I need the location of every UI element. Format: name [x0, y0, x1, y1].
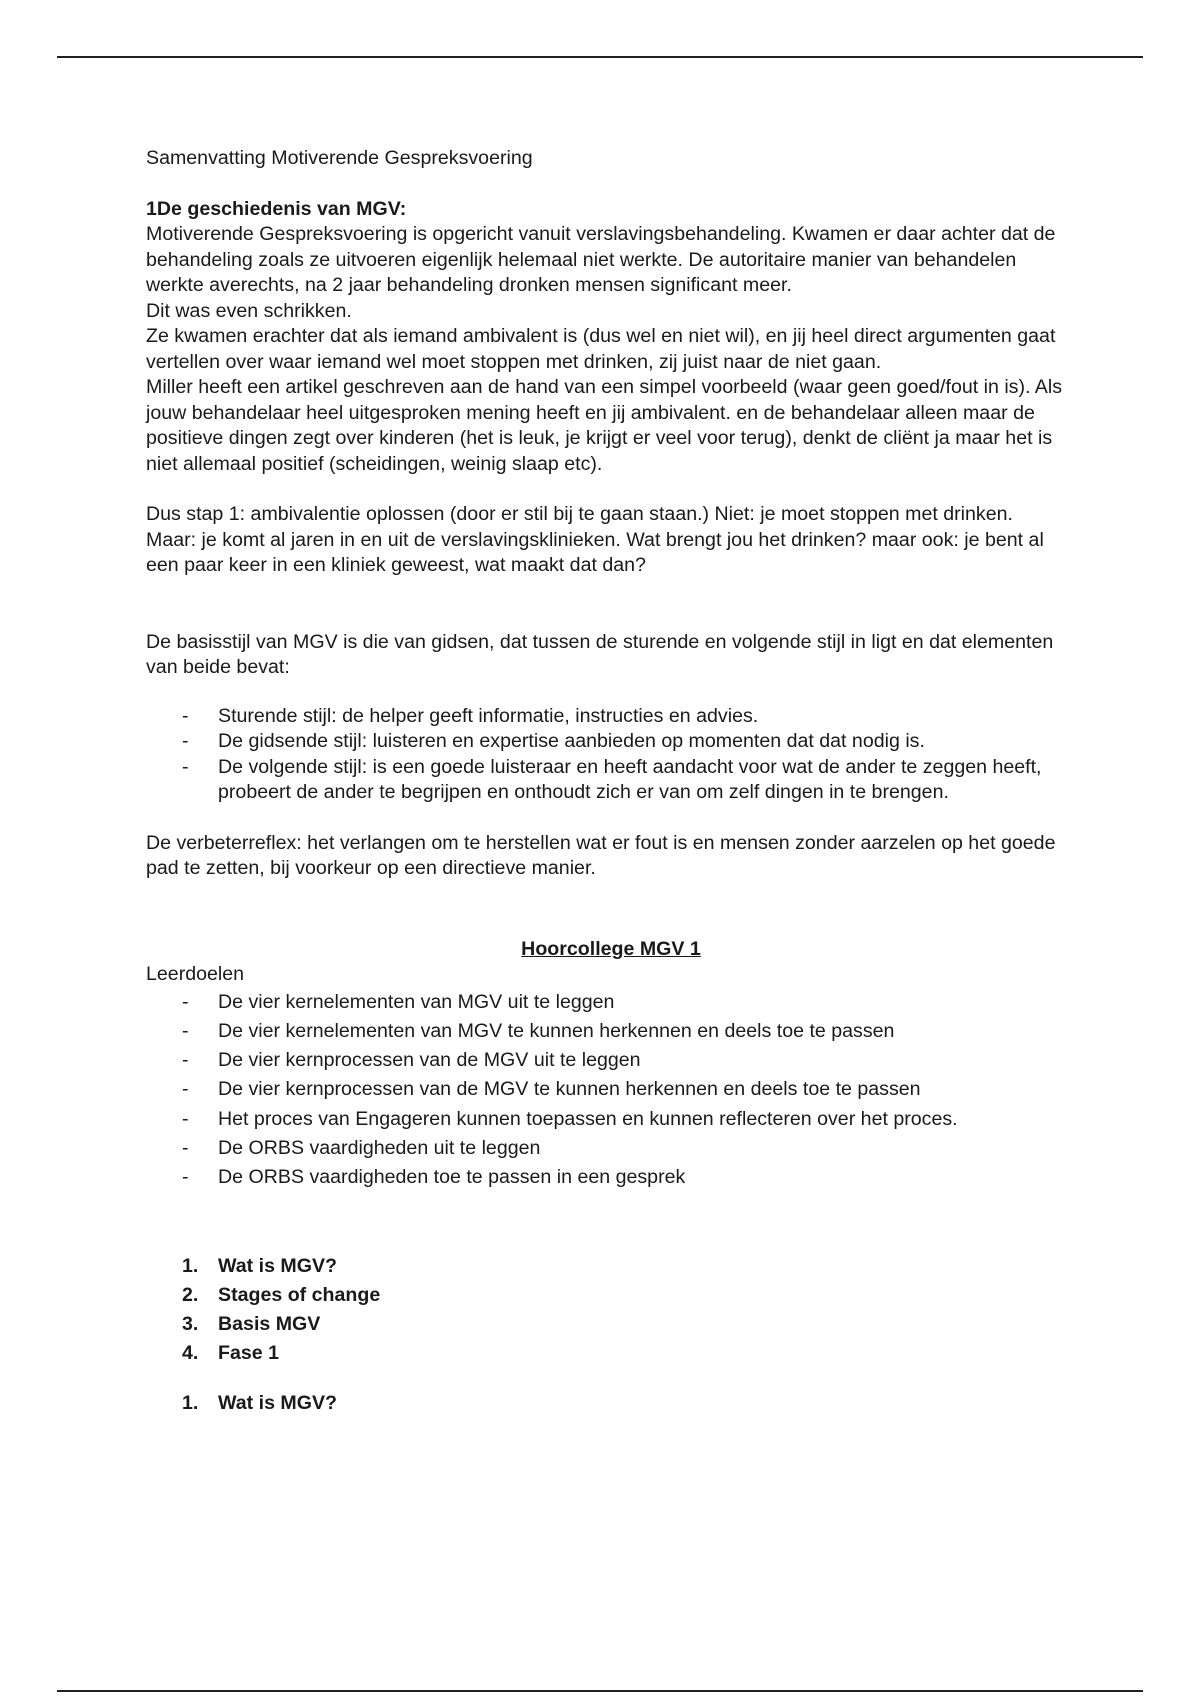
section-heading: 1De geschiedenis van MGV: — [146, 197, 407, 220]
list-item — [146, 1105, 1066, 1134]
paragraph: Miller heeft een artikel geschreven aan de hand van een simpel voorbeeld (waar geen goed/fout in is). Als jouw behandelaar heel uitgesproken mening heeft en jij ambivalent. en de behandelaar alleen maar de positieve dingen zegt over kinderen (het is leuk, je krijgt er veel voor terug), denkt de cliënt ja maar het is niet allemaal positief (scheidingen, weinig slaap etc). — [146, 376, 1063, 475]
list-item-text: De ORBS vaardigheden uit te leggen — [218, 1136, 541, 1159]
toc-label: Stages of change — [218, 1283, 381, 1306]
section-number: 1. — [182, 1391, 199, 1414]
list-item-text: De volgende stijl: is een goede luisteraar en heeft aandacht voor wat de ander te zeggen heeft, probeert de ander te begrijpen en onthoudt zich er van om zelf dingen in te brengen. — [218, 755, 1042, 803]
goals-list — [146, 988, 1066, 1193]
header-rule — [57, 56, 1143, 58]
toc-label: Basis MGV — [218, 1312, 321, 1335]
list-item-text: De gidsende stijl: luisteren en expertise aanbieden op momenten dat dat nodig is. — [218, 730, 925, 752]
list-item-text: De vier kernelementen van MGV te kunnen herkennen en deels toe te passen — [218, 1019, 895, 1042]
paragraph: Motiverende Gespreksvoering is opgericht vanuit verslavingsbehandeling. Kwamen er daar achter dat de behandeling zoals ze uitvoeren eigenlijk helemaal niet werkte. De autoritaire manier van behandelen werkte averechts, na 2 jaar behandeling dronken mensen significant meer. — [146, 223, 1056, 296]
list-item-text: Sturende stijl: de helper geeft informatie, instructies en advies. — [218, 704, 759, 727]
document-title: Samenvatting Motiverende Gespreksvoering — [146, 147, 533, 169]
dash-bullet: - — [182, 730, 189, 752]
toc-number: 3. — [182, 1312, 199, 1335]
dash-bullet: - — [182, 1078, 189, 1101]
list-item — [146, 1017, 1066, 1046]
paragraph: De basisstijl van MGV is die van gidsen, dat tussen de sturende en volgende stijl in ligt en dat elementen van beide bevat: — [146, 630, 1054, 678]
list-item — [146, 1046, 1066, 1075]
list-item — [146, 1163, 1066, 1192]
toc-number: 4. — [182, 1341, 199, 1364]
list-item — [146, 704, 1066, 730]
dash-bullet: - — [182, 1019, 189, 1042]
toc-number: 1. — [182, 1254, 199, 1277]
dash-bullet: - — [182, 1136, 189, 1159]
paragraph: De verbeterreflex: het verlangen om te herstellen wat er fout is en mensen zonder aarzelen op het goede pad te zetten, bij voorkeur op een directieve manier. — [146, 831, 1056, 879]
document-page — [146, 146, 1066, 1418]
toc-list — [146, 1252, 1066, 1368]
lecture-heading: Hoorcollege MGV 1 — [521, 937, 701, 960]
paragraph: Dit was even schrikken. — [146, 299, 352, 322]
dash-bullet: - — [182, 1049, 189, 1072]
list-item — [146, 1134, 1066, 1163]
list-item-text: De ORBS vaardigheden toe te passen in een gesprek — [218, 1166, 686, 1189]
list-item-text: De vier kernprocessen van de MGV te kunnen herkennen en deels toe te passen — [218, 1078, 921, 1101]
list-item-text: De vier kernelementen van MGV uit te leggen — [218, 990, 615, 1013]
toc-label: Wat is MGV? — [218, 1254, 338, 1277]
section-start-list — [146, 1389, 1066, 1418]
section-start-item — [146, 1389, 1066, 1418]
dash-bullet: - — [182, 704, 189, 727]
paragraph: Dus stap 1: ambivalentie oplossen (door er stil bij te gaan staan.) Niet: je moet stoppen met drinken. Maar: je komt al jaren in en uit de verslavingsklinieken. Wat brengt jou het drinken? maar ook: je bent al een paar keer in een kliniek geweest, wat maakt dat dan? — [146, 503, 1044, 576]
section-label: Wat is MGV? — [218, 1391, 338, 1414]
list-item — [146, 729, 1066, 755]
footer-rule — [57, 1690, 1143, 1692]
list-item — [146, 755, 1066, 806]
goals-label: Leerdoelen — [146, 963, 245, 985]
toc-item — [146, 1310, 1066, 1339]
paragraph: Ze kwamen erachter dat als iemand ambivalent is (dus wel en niet wil), en jij heel direct argumenten gaat vertellen over waar iemand wel moet stoppen met drinken, zij juist naar de niet gaan. — [146, 325, 1056, 373]
dash-bullet: - — [182, 1107, 189, 1130]
toc-item — [146, 1252, 1066, 1281]
list-item-text: De vier kernprocessen van de MGV uit te leggen — [218, 1049, 641, 1072]
list-item — [146, 988, 1066, 1017]
toc-item — [146, 1339, 1066, 1368]
dash-bullet: - — [182, 990, 189, 1013]
list-item-text: Het proces van Engageren kunnen toepassen en kunnen reflecteren over het proces. — [218, 1107, 958, 1130]
toc-label: Fase 1 — [218, 1341, 280, 1364]
list-item — [146, 1075, 1066, 1104]
toc-item — [146, 1281, 1066, 1310]
styles-list — [146, 704, 1066, 806]
dash-bullet: - — [182, 755, 189, 778]
toc-number: 2. — [182, 1283, 199, 1306]
dash-bullet: - — [182, 1166, 189, 1189]
